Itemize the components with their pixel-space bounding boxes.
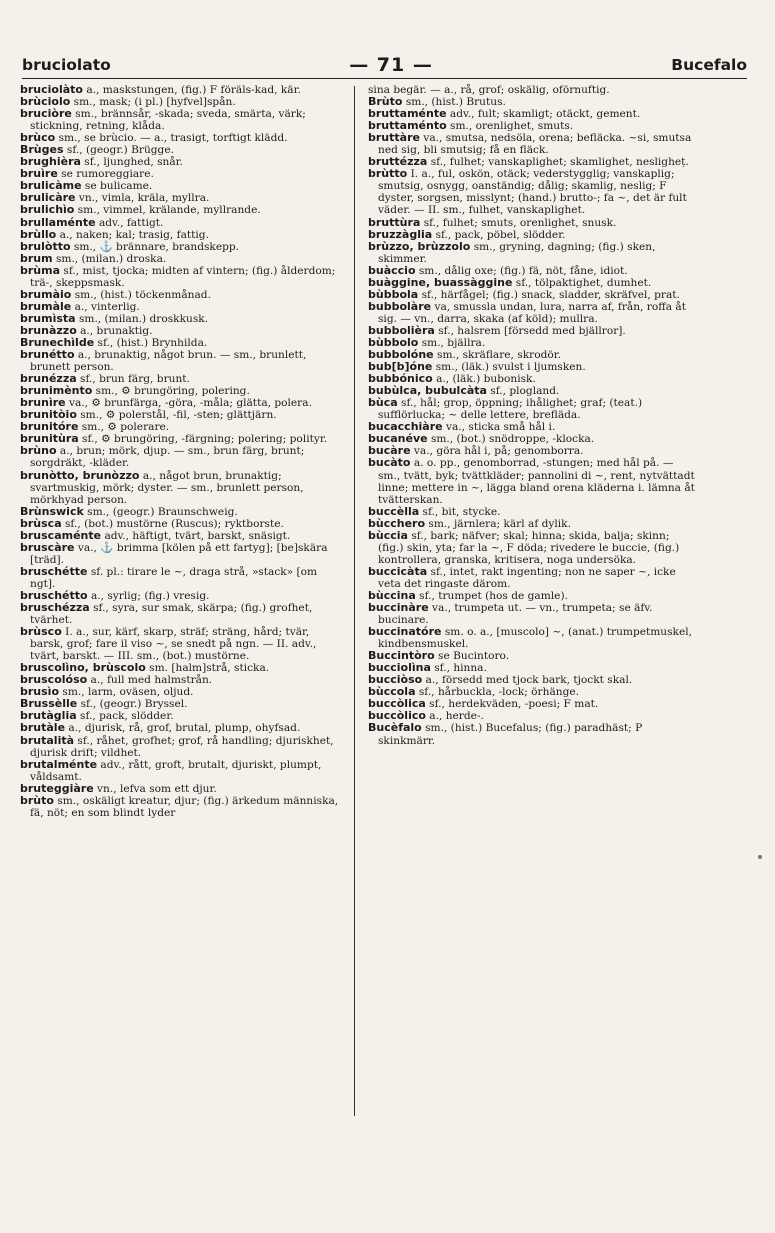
dictionary-entry <box>368 722 696 746</box>
entry-headword: brumàio <box>20 287 72 301</box>
entry-headword: bruscolóso <box>20 673 88 687</box>
dictionary-entry <box>368 168 696 216</box>
entry-definition: a., brunaktig. <box>76 324 153 337</box>
entry-headword: bub[b]óne <box>368 360 433 374</box>
entry-headword: brùtto <box>368 167 408 181</box>
entry-definition: sf., brun färg, brunt. <box>76 373 190 386</box>
dictionary-entry <box>368 433 696 445</box>
entry-definition: sm., (geogr.) Braunschweig. <box>83 505 238 518</box>
entry-headword: brunitòio <box>20 408 77 422</box>
entry-definition: sm., (hist.) Bucefalus; (fig.) paradhäst; P skinkmärr. <box>378 722 643 747</box>
entry-headword: brunìre <box>20 396 66 410</box>
entry-definition: sm., (milan.) droska. <box>52 252 167 265</box>
entry-definition: sf., råhet, grofhet; grof, rå handling; djuriskhet, djurisk drift; vildhet. <box>30 734 334 759</box>
entry-definition: sm., (läk.) svulst i ljumsken. <box>432 361 586 374</box>
entry-definition: sm., ⚓ brännare, brandskepp. <box>70 240 240 253</box>
entry-definition: sf., bark; näfver; skal; hinna; skida, balja; skinn; (fig.) skin, yta; far la ~, F döda; rivedere le buccie, (fig.) kontrollera, granska, kritisera, noga undersöka. <box>378 529 680 566</box>
entry-definition: vn., vimla, kräla, myllra. <box>75 192 210 205</box>
entry-definition: se Bucintoro. <box>434 650 510 663</box>
dictionary-entry <box>368 626 696 650</box>
entry-headword: bùccina <box>368 588 416 602</box>
dictionary-entry <box>20 783 342 795</box>
page-header <box>22 44 747 79</box>
entry-headword: bruscàre <box>20 540 75 554</box>
entry-definition: vn., lefva som ett djur. <box>93 782 217 795</box>
dictionary-entry <box>368 566 696 590</box>
dictionary-entry <box>20 795 342 819</box>
dictionary-entry <box>20 156 342 168</box>
entry-headword: Bucèfalo <box>368 721 422 735</box>
dictionary-entry <box>368 445 696 457</box>
entry-headword: Brunechìlde <box>20 335 95 349</box>
entry-definition: sm., järnlera; kärl af dylik. <box>425 517 571 530</box>
dictionary-entry <box>368 397 696 421</box>
entry-definition: sf., syra, sur smak, skärpa; (fig.) grofhet, tvärhet. <box>30 602 313 627</box>
dictionary-entry <box>368 156 696 168</box>
entry-definition: sm., orenlighet, smuts. <box>446 120 574 133</box>
entry-headword: bubbolièra <box>368 323 435 337</box>
entry-headword: bruschézza <box>20 601 90 615</box>
entry-headword: bruttàre <box>368 131 420 145</box>
entry-definition: sm., (hist.) Brutus. <box>402 96 506 109</box>
dictionary-entry <box>20 349 342 373</box>
entry-headword: buccinatóre <box>368 625 442 639</box>
dictionary-entry <box>20 566 342 590</box>
entry-headword: bruttaménto <box>368 119 447 133</box>
entry-headword: brùsco <box>20 625 62 639</box>
entry-headword: brullaménte <box>20 215 96 229</box>
dictionary-entry <box>20 542 342 566</box>
entry-definition: sf., halsrem [försedd med bjällror]. <box>434 324 626 337</box>
entry-definition: I. a., sur, kärf, skarp, sträf; sträng, hård; tvär, barsk, grof; fare il viso ~, se snedt på ngn. — II. adv., tvärt, barskt. — III. sm., (bot.) mustörne. <box>30 626 317 663</box>
dictionary-entry <box>20 132 342 144</box>
entry-headword: brunimènto <box>20 384 93 398</box>
entry-definition: va., smutsa, nedsöla, orena; befläcka. ~si, smutsa ned sig, bli smutsig; få en fläck. <box>378 132 692 157</box>
entry-definition: sf., hinna. <box>430 662 487 675</box>
dictionary-entry <box>368 132 696 156</box>
entry-headword: brughièra <box>20 155 81 169</box>
dictionary-entry <box>20 735 342 759</box>
entry-definition: sf., herdekväden, -poesi; F mat. <box>425 698 599 711</box>
entry-headword: bruteggiàre <box>20 781 94 795</box>
entry-headword: bucanéve <box>368 432 428 446</box>
entry-headword: brùco <box>20 131 56 145</box>
entry-headword: bubùlca, bubulcàta <box>368 384 487 398</box>
entry-headword: brum <box>20 251 53 265</box>
entry-definition: sf., fulhet; vanskaplighet; skamlighet, nesligheț. <box>427 156 689 169</box>
entry-definition: sm., vimmel, krälande, myllrande. <box>74 204 261 217</box>
entry-headword: brunézza <box>20 372 77 386</box>
entry-headword: bucacchiàre <box>368 420 443 434</box>
entry-definition: a., naken; kal; trasig, fattig. <box>56 228 209 241</box>
entry-headword: brùllo <box>20 227 57 241</box>
entry-headword: brumìsta <box>20 311 76 325</box>
entry-definition: a., syrlig; (fig.) vresig. <box>87 589 210 602</box>
margin-speck <box>758 855 762 859</box>
entry-definition: sf. pl.: tirare le ~, draga strå, »stack» [om ngt]. <box>30 565 318 590</box>
entry-definition: sm. [halm]strå, sticka. <box>145 662 270 675</box>
entry-definition: va., göra hål i, på; genomborra. <box>410 445 584 458</box>
entry-headword: brunàzzo <box>20 323 77 337</box>
entry-definition: sm., oskäligt kreatur, djur; (fig.) ärkedum människa, fä, nöt; en som blindt lyder <box>30 794 339 819</box>
entry-headword: bubbolóne <box>368 348 434 362</box>
entry-headword: brulichìo <box>20 203 75 217</box>
entry-definition: sm., (milan.) droskkusk. <box>75 312 209 325</box>
entry-headword: bruzzàglia <box>368 227 433 241</box>
entry-headword: brunòtto, brunòzzo <box>20 468 140 482</box>
dictionary-entry <box>20 602 342 626</box>
entry-definition: sina begär. — a., rå, grof; oskälig, oförnuftig. <box>368 84 610 96</box>
entry-headword: bùcchero <box>368 516 426 530</box>
entry-headword: brulicàre <box>20 191 76 205</box>
entry-definition: sm., skräflare, skrodör. <box>433 349 562 362</box>
entry-headword: brùno <box>20 444 57 458</box>
entry-definition: va., sticka små hål i. <box>442 421 556 434</box>
dictionary-entry <box>20 265 342 289</box>
entry-definition: va., trumpeta ut. — vn., trumpeta; se äfv. bucinare. <box>378 602 653 627</box>
entry-headword: buccicàta <box>368 564 428 578</box>
entry-definition: adv., rått, groft, brutalt, djuriskt, plumpt, våldsamt. <box>30 758 322 783</box>
column-divider <box>354 86 355 1116</box>
dictionary-entry <box>20 253 342 265</box>
entry-headword: bùccia <box>368 528 408 542</box>
right-dictionary-column <box>368 84 696 747</box>
dictionary-entry <box>20 108 342 132</box>
dictionary-entry <box>368 530 696 566</box>
dictionary-entry <box>20 470 342 506</box>
dictionary-entry <box>20 241 342 253</box>
entry-headword: bubbolàre <box>368 299 432 313</box>
dictionary-entry <box>20 445 342 469</box>
entry-headword: brunitóre <box>20 420 79 434</box>
entry-definition: adv., häftigt, tvärt, barskt, snäsigt. <box>101 529 291 542</box>
entry-definition: sf., pack, pöbel, slödder. <box>432 228 566 241</box>
entry-headword: bruttézza <box>368 155 428 169</box>
entry-definition: sf., ⚙ brungöring, -färgning; polering; polityr. <box>78 433 328 446</box>
entry-definition: a., vinterlig. <box>71 300 140 313</box>
entry-headword: brusìo <box>20 685 60 699</box>
entry-definition: sf., plogland. <box>486 385 560 398</box>
entry-definition: sf., (bot.) mustörne (Ruscus); ryktborste. <box>61 517 284 530</box>
entry-definition: a., (läk.) bubonisk. <box>432 373 536 386</box>
entry-definition: se bulicame. <box>81 180 153 193</box>
dictionary-entry <box>20 433 342 445</box>
entry-definition: sm., (bot.) snödroppe, -klocka. <box>427 433 595 446</box>
entry-headword: bucàto <box>368 456 411 470</box>
page-number: — 71 — <box>349 54 433 76</box>
entry-definition: a., maskstungen, (fig.) F föräls-kad, kär. <box>83 84 301 96</box>
entry-definition: sm., (hist.) töckenmånad. <box>71 288 211 301</box>
entry-definition: sm., ⚙ brungöring, polering. <box>92 385 250 398</box>
entry-definition: sf., (geogr.) Brügge. <box>63 144 174 157</box>
entry-headword: bùccola <box>368 685 416 699</box>
entry-headword: bruciòre <box>20 107 72 121</box>
entry-headword: bucàre <box>368 444 411 458</box>
entry-definition: adv., fult; skamligt; otäckt, gement. <box>446 108 641 121</box>
entry-headword: brulòtto <box>20 239 71 253</box>
entry-definition: a. o. pp., genomborrad, -stungen; med hål på. — sm., tvätt, byk; tvättkläder; pannolini di ~, rent, nytvättadt linne; mettere in ~, lägga bland orena kläderna i. lämna åt tvätterskan. <box>378 457 695 506</box>
entry-definition: sf., härfågel; (fig.) snack, sladder, skräfvel, prat. <box>418 288 680 301</box>
dictionary-entry <box>368 602 696 626</box>
dictionary-entry <box>368 241 696 265</box>
entry-definition: va., ⚙ brunfärga, -göra, -måla; glätta, polera. <box>65 397 312 410</box>
entry-definition: sf., fulhet; smuts, orenlighet, snusk. <box>420 216 617 229</box>
entry-headword: bruttaménte <box>368 107 447 121</box>
entry-headword: brùzzo, brùzzolo <box>368 239 471 253</box>
entry-definition: a., brunaktig, något brun. — sm., brunlett, brunett person. <box>30 349 307 374</box>
entry-definition: se rumoreggiare. <box>57 168 154 181</box>
entry-headword: brùsca <box>20 516 62 530</box>
entry-definition: a., full med halmstrån. <box>87 674 213 687</box>
entry-definition: sm. o. a., [muscolo] ~, (anat.) trumpetmuskel, kindbensmuskel. <box>378 626 692 651</box>
entry-headword: bùca <box>368 396 398 410</box>
dictionary-entry <box>20 217 342 229</box>
dictionary-entry <box>368 385 696 397</box>
entry-definition: a., försedd med tjock bark, tjockt skal. <box>422 674 633 687</box>
left-dictionary-column <box>20 84 342 819</box>
entry-headword: bucciolìna <box>368 661 431 675</box>
entry-headword: buàggine, buassàggine <box>368 275 513 289</box>
entry-definition: adv., fattigt. <box>95 216 164 229</box>
entry-headword: brùma <box>20 263 61 277</box>
entry-headword: bruscaménte <box>20 528 102 542</box>
entry-definition: sm., ⚙ polerare. <box>78 421 170 434</box>
dictionary-entry <box>368 518 696 530</box>
entry-headword: brumàle <box>20 299 72 313</box>
entry-definition: sm., ⚙ polerstål, -fil, -sten; glättjärn. <box>76 409 277 422</box>
entry-definition: sm., mask; (i pl.) [hyfvel]spån. <box>70 96 236 109</box>
entry-definition: sm., bjällra. <box>418 336 486 349</box>
dictionary-entry <box>368 301 696 325</box>
entry-headword: Brussèlle <box>20 697 78 711</box>
entry-definition: sm., dålig oxe; (fig.) fä, nöt, fåne, idiot. <box>415 264 628 277</box>
entry-definition: sf., hål; grop, öppning; ihålighet; graf; (teat.) sufflörlucka; ~ delle lettere, brefläda. <box>378 397 643 422</box>
entry-headword: buccòlico <box>368 709 426 723</box>
entry-headword: Brùges <box>20 143 64 157</box>
entry-definition: I. a., ful, oskön, otäck; vederstygglig; vanskaplig; smutsig, osnygg, oanständig; dålig; skamlig, neslig; F dyster, sorgsen, misslynt; (hand.) brutto-; fa ~, det är fult väder. — II. sm., fulhet, vanskaplighet. <box>378 168 687 217</box>
entry-headword: bruttùra <box>368 215 421 229</box>
entry-headword: brulicàme <box>20 179 82 193</box>
entry-definition: a., något brun, brunaktig; svartmuskig, mörk; dyster. — sm., brunlett person, mörkhyad person. <box>30 469 304 506</box>
entry-headword: buccòlica <box>368 697 426 711</box>
dictionary-entry <box>20 506 342 518</box>
entry-definition: sf., intet, rakt ingenting; non ne saper ~, icke veta det ringaste därom. <box>378 565 676 590</box>
dictionary-entry <box>368 84 696 96</box>
entry-headword: bucciòso <box>368 673 423 687</box>
entry-definition: sf., trumpet (hos de gamle). <box>415 589 568 602</box>
entry-headword: bruciolàto <box>20 83 83 96</box>
entry-definition: sm., gryning, dagning; (fig.) sken, skimmer. <box>378 240 656 265</box>
entry-definition: va, smussla undan, lura, narra af, från, roffa åt sig. — vn., darra, skaka (af köld); mullra. <box>378 300 687 325</box>
entry-headword: brunétto <box>20 348 75 362</box>
entry-definition: sf., (hist.) Brynhilda. <box>94 336 208 349</box>
entry-headword: Brùto <box>368 95 403 109</box>
entry-headword: Buccintòro <box>368 649 435 663</box>
right-running-headword: Bucefalo <box>671 56 747 74</box>
entry-definition: sf., bit, stycke. <box>419 505 501 518</box>
entry-headword: bubbónico <box>368 372 433 386</box>
dictionary-entry <box>20 674 342 686</box>
dictionary-entry <box>368 674 696 686</box>
left-running-headword: bruciolato <box>22 56 111 74</box>
entry-headword: bùbbola <box>368 287 419 301</box>
entry-headword: brutàle <box>20 721 66 735</box>
dictionary-entry <box>20 626 342 662</box>
entry-definition: sf., mist, tjocka; midten af vintern; (fig.) ålderdom; trä-, skeppsmask. <box>30 264 336 289</box>
entry-headword: brunitùra <box>20 432 79 446</box>
entry-definition: sf., hårbuckla, -lock; örhänge. <box>415 686 580 699</box>
entry-definition: sf., tölpaktighet, dumhet. <box>512 276 652 289</box>
entry-definition: sf., pack, slödder. <box>76 710 174 723</box>
dictionary-entry <box>20 385 342 397</box>
entry-definition: sf., ljunghed, snår. <box>80 156 183 169</box>
dictionary-entry <box>20 759 342 783</box>
entry-definition: a., djurisk, rå, grof, brutal, plump, ohyfsad. <box>65 722 301 735</box>
entry-headword: brutàglia <box>20 709 77 723</box>
entry-headword: brùto <box>20 793 54 807</box>
entry-definition: va., ⚓ brimma [kölen på ett fartyg]; [be]skära [träd]. <box>30 541 328 566</box>
entry-definition: sf., (geogr.) Bryssel. <box>77 698 188 711</box>
entry-headword: buccèlla <box>368 504 420 518</box>
entry-definition: a., brun; mörk, djup. — sm., brun färg, brunt; sorgdräkt, -kläder. <box>30 445 305 470</box>
entry-headword: brutalménte <box>20 757 98 771</box>
entry-headword: Brùnswick <box>20 504 84 518</box>
entry-headword: brutalità <box>20 733 75 747</box>
entry-headword: buàccio <box>368 263 416 277</box>
entry-headword: bùbbolo <box>368 335 419 349</box>
entry-definition: sm., larm, oväsen, oljud. <box>59 686 194 699</box>
entry-headword: buccinàre <box>368 601 429 615</box>
dictionary-entry <box>20 710 342 722</box>
entry-definition: sm., se brùcio. — a., trasigt, torftigt klädd. <box>55 132 288 145</box>
entry-headword: brùciolo <box>20 95 71 109</box>
entry-headword: bruschétte <box>20 564 88 578</box>
entry-definition: a., herde-. <box>425 710 484 723</box>
entry-headword: bruìre <box>20 167 58 181</box>
entry-headword: bruschétto <box>20 588 88 602</box>
dictionary-entry <box>368 457 696 505</box>
entry-headword: bruscolìno, brùscolo <box>20 661 146 675</box>
entry-definition: sm., brännsår, -skada; sveda, smärta, värk; stickning, retning, klåda. <box>30 108 306 133</box>
